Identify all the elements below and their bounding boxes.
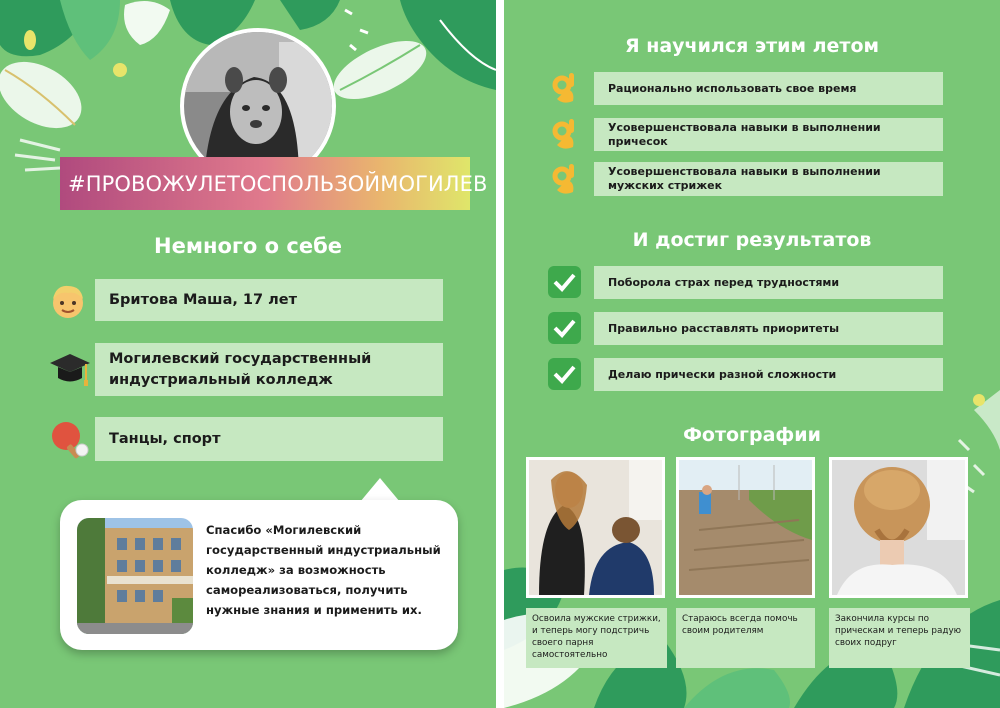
learned-item-time-text: Рационально использовать свое время xyxy=(608,81,857,95)
boy-face-icon xyxy=(48,281,88,325)
learned-item-hairstyles xyxy=(594,118,943,151)
about-item-name-text: Бритова Маша, 17 лет xyxy=(109,291,298,308)
left-page xyxy=(0,0,496,708)
bubble-tail xyxy=(360,478,400,502)
result-item-fear xyxy=(594,266,943,299)
about-item-college-text: Могилевский государственный индустриальный колледж xyxy=(109,350,372,388)
about-item-college xyxy=(95,343,443,396)
ok-hand-icon xyxy=(549,162,579,200)
result-item-hairstyles-text: Делаю прически разной сложности xyxy=(608,367,837,381)
ok-hand-icon xyxy=(549,71,579,109)
about-item-name xyxy=(95,279,443,321)
ping-pong-icon xyxy=(48,418,92,464)
right-page xyxy=(504,0,1000,708)
hashtag-banner: #ПРОВОЖУЛЕТОСПОЛЬЗОЙМОГИЛЕВ xyxy=(60,157,470,210)
result-item-fear-text: Поборола страх перед трудностями xyxy=(608,275,840,289)
learned-item-hairstyles-text: Усовершенствовала навыки в выполнении причесок xyxy=(608,120,881,148)
check-mark-icon xyxy=(548,266,581,298)
photos-title: Фотографии xyxy=(683,424,821,446)
result-item-hairstyles xyxy=(594,358,943,391)
learned-item-haircuts xyxy=(594,162,943,196)
learned-title: Я научился этим летом xyxy=(624,35,880,57)
photo-hairstyle xyxy=(829,457,968,598)
college-building-image xyxy=(77,518,193,634)
photo-haircut xyxy=(526,457,665,598)
about-item-hobby xyxy=(95,417,443,461)
ok-hand-icon xyxy=(549,117,579,155)
photo-garden xyxy=(676,457,815,598)
about-title: Немного о себе xyxy=(154,234,342,258)
photo-caption-garden: Стараюсь всегда помочь своим родителям xyxy=(676,608,815,668)
result-item-priorities xyxy=(594,312,943,345)
check-mark-icon xyxy=(548,358,581,390)
thanks-text: Спасибо «Могилевский государственный индустриальный колледж» за возможность самореализоваться, получить нужные знания и применить их. xyxy=(206,523,441,617)
about-item-hobby-text: Танцы, спорт xyxy=(109,430,221,447)
photo-caption-hairstyle: Закончила курсы по прическам и теперь радую своих подруг xyxy=(829,608,970,668)
thanks-bubble xyxy=(60,500,458,650)
learned-item-haircuts-text: Усовершенствовала навыки в выполнении мужских стрижек xyxy=(608,165,881,192)
photo-caption-haircut: Освоила мужские стрижки, и теперь могу подстричь своего парня самостоятельно xyxy=(526,608,667,668)
check-mark-icon xyxy=(548,312,581,344)
results-title: И достиг результатов xyxy=(632,229,872,251)
result-item-priorities-text: Правильно расставлять приоритеты xyxy=(608,321,840,335)
graduation-cap-icon xyxy=(48,348,92,396)
learned-item-time xyxy=(594,72,943,105)
